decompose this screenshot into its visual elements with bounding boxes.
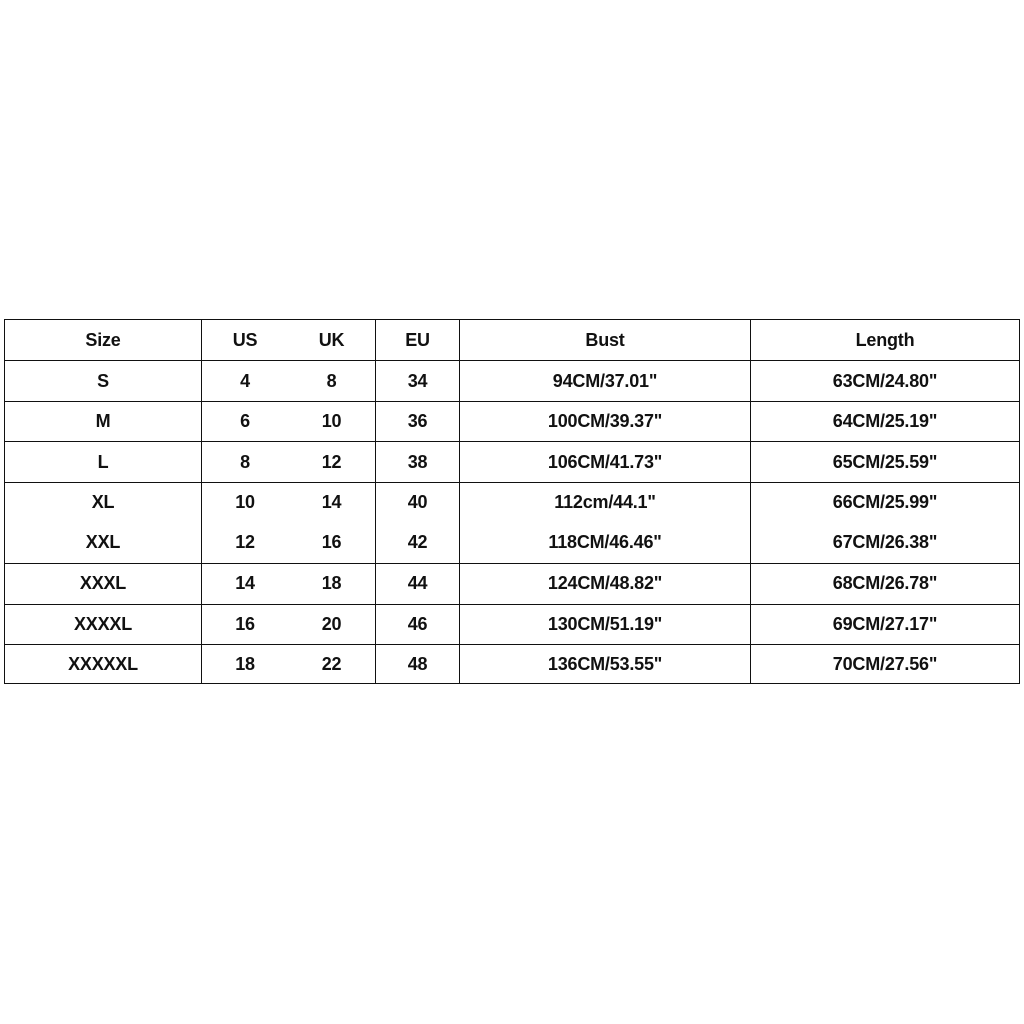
cell-size: XXL xyxy=(85,532,121,552)
cell-bust: 106CM/41.73" xyxy=(547,452,663,472)
table-row xyxy=(5,401,1019,442)
header-eu: EU xyxy=(405,330,430,350)
table-header-row xyxy=(5,320,1019,361)
cell-uk: 22 xyxy=(321,654,342,674)
header-size: Size xyxy=(85,330,121,350)
cell-length: 66CM/25.99" xyxy=(832,492,938,512)
cell-bust: 112cm/44.1" xyxy=(554,492,656,512)
cell-uk: 18 xyxy=(321,573,342,593)
header-uk: UK xyxy=(318,330,345,350)
table-row xyxy=(5,563,1019,604)
cell-us: 4 xyxy=(240,371,250,391)
cell-eu: 38 xyxy=(407,452,428,472)
cell-size: XXXXL xyxy=(73,614,133,634)
cell-length: 67CM/26.38" xyxy=(832,532,938,552)
header-length: Length xyxy=(855,330,915,350)
cell-us: 18 xyxy=(235,654,255,674)
cell-size: XL xyxy=(91,492,115,512)
cell-length: 65CM/25.59" xyxy=(832,452,938,472)
cell-us: 14 xyxy=(235,573,255,593)
header-bust: Bust xyxy=(585,330,625,350)
cell-us: 6 xyxy=(240,411,250,431)
cell-us: 12 xyxy=(235,532,255,552)
cell-eu: 46 xyxy=(407,614,428,634)
table-row xyxy=(5,644,1019,685)
cell-length: 64CM/25.19" xyxy=(832,411,938,431)
table-row xyxy=(5,442,1019,483)
table-row xyxy=(5,361,1019,402)
cell-length: 70CM/27.56" xyxy=(832,654,938,674)
cell-length: 63CM/24.80" xyxy=(832,371,938,391)
cell-bust: 136CM/53.55" xyxy=(547,654,663,674)
cell-uk: 12 xyxy=(321,452,342,472)
cell-size: L xyxy=(97,452,109,472)
cell-eu: 42 xyxy=(407,532,428,552)
cell-bust: 100CM/39.37" xyxy=(547,411,663,431)
table-row xyxy=(5,482,1019,523)
cell-length: 68CM/26.78" xyxy=(832,573,938,593)
cell-uk: 10 xyxy=(321,411,342,431)
cell-uk: 8 xyxy=(326,371,337,391)
cell-uk: 14 xyxy=(321,492,342,512)
cell-us: 8 xyxy=(240,452,250,472)
table-row xyxy=(5,522,1019,563)
cell-eu: 44 xyxy=(407,573,428,593)
cell-bust: 118CM/46.46" xyxy=(548,532,662,552)
table-row xyxy=(5,604,1019,645)
cell-uk: 20 xyxy=(321,614,342,634)
cell-eu: 48 xyxy=(407,654,428,674)
cell-eu: 34 xyxy=(407,371,428,391)
cell-length: 69CM/27.17" xyxy=(832,614,938,634)
cell-size: S xyxy=(97,371,109,391)
cell-size: XXXL xyxy=(79,573,127,593)
cell-us: 10 xyxy=(235,492,255,512)
cell-uk: 16 xyxy=(321,532,342,552)
size-chart-table xyxy=(4,319,1020,684)
cell-bust: 124CM/48.82" xyxy=(547,573,663,593)
cell-eu: 40 xyxy=(407,492,428,512)
cell-bust: 130CM/51.19" xyxy=(547,614,663,634)
cell-bust: 94CM/37.01" xyxy=(552,371,658,391)
cell-us: 16 xyxy=(235,614,255,634)
cell-size: XXXXXL xyxy=(68,654,138,674)
cell-size: M xyxy=(95,411,111,431)
cell-eu: 36 xyxy=(407,411,428,431)
header-us: US xyxy=(232,330,258,350)
